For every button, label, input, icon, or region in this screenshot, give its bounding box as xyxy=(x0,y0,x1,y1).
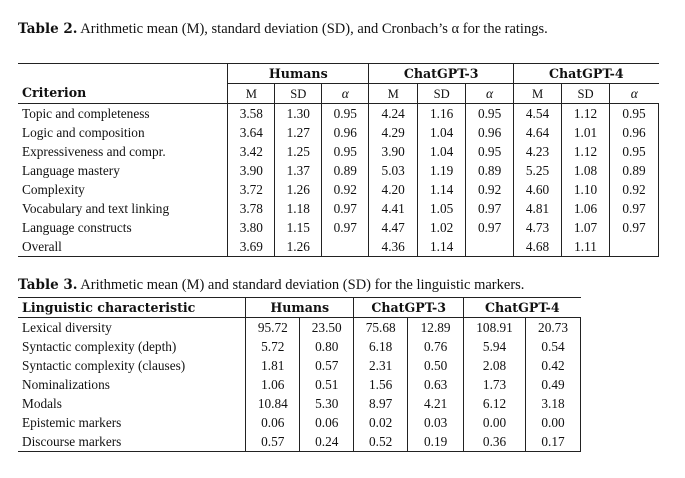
row-label: Lexical diversity xyxy=(22,319,112,335)
table-row xyxy=(18,123,659,142)
table-cell: 0.51 xyxy=(300,375,354,394)
table-cell: 1.30 xyxy=(275,104,322,124)
table-cell: 3.58 xyxy=(228,104,275,124)
table-cell: 0.95 xyxy=(322,104,369,124)
row-label: Nominalizations xyxy=(22,376,110,392)
table-cell: 0.97 xyxy=(322,218,369,237)
table-cell: 4.20 xyxy=(369,180,418,199)
table-cell: 5.94 xyxy=(464,337,526,356)
table2-sub-alpha: α xyxy=(322,84,369,104)
table-cell: 1.07 xyxy=(562,218,610,237)
table-cell: 1.12 xyxy=(562,104,610,124)
table-cell: 1.01 xyxy=(562,123,610,142)
table-cell: 1.04 xyxy=(418,123,466,142)
table-cell: 0.00 xyxy=(464,413,526,432)
table-row xyxy=(18,161,659,180)
row-label: Syntactic complexity (clauses) xyxy=(22,357,186,373)
table-cell: 2.08 xyxy=(464,356,526,375)
table-cell: 1.56 xyxy=(354,375,408,394)
table3-row-header: Linguistic characteristic xyxy=(18,298,246,318)
table-cell: 0.97 xyxy=(609,199,658,218)
table-cell: 1.26 xyxy=(275,237,322,257)
table-cell: 4.54 xyxy=(514,104,562,124)
table-cell: 0.96 xyxy=(466,123,514,142)
table-cell: 0.92 xyxy=(609,180,658,199)
table2-sub-m: M xyxy=(369,84,418,104)
table2-group-chatgpt3: ChatGPT-3 xyxy=(369,64,514,84)
table-cell: 0.42 xyxy=(526,356,581,375)
table-cell: 1.16 xyxy=(418,104,466,124)
table3-caption-label: Table 3. xyxy=(18,277,78,293)
table-cell: 0.95 xyxy=(466,104,514,124)
table-cell: 1.06 xyxy=(562,199,610,218)
table-cell: 3.90 xyxy=(369,142,418,161)
table-cell: 0.92 xyxy=(322,180,369,199)
row-label: Overall xyxy=(18,237,228,257)
table-cell: 1.37 xyxy=(275,161,322,180)
table3-group-humans: Humans xyxy=(246,298,354,318)
table-cell: 4.24 xyxy=(369,104,418,124)
table3-caption-text: Arithmetic mean (M) and standard deviation (SD) for the linguistic markers. xyxy=(77,277,525,293)
table-cell: 0.24 xyxy=(300,432,354,452)
table-cell: 0.54 xyxy=(526,337,581,356)
table-cell: 1.06 xyxy=(246,375,300,394)
table-cell: 0.57 xyxy=(246,432,300,452)
row-label: Complexity xyxy=(22,181,85,197)
table2-caption-text: Arithmetic mean (M), standard deviation (SD), and Cronbach’s α for the ratings. xyxy=(77,21,548,37)
table2-caption-label: Table 2. xyxy=(18,21,78,37)
table-row xyxy=(18,142,659,161)
row-label: Epistemic markers xyxy=(22,414,122,430)
table-cell: 1.08 xyxy=(562,161,610,180)
table2-sub-m: M xyxy=(514,84,562,104)
table-row xyxy=(18,180,659,199)
table-cell: 1.81 xyxy=(246,356,300,375)
table-cell: 2.31 xyxy=(354,356,408,375)
linguistic-markers-table xyxy=(18,297,581,452)
table-cell: 3.69 xyxy=(228,237,275,257)
table-cell: 75.68 xyxy=(354,318,408,338)
table-row xyxy=(18,356,581,375)
ratings-table xyxy=(18,63,659,257)
row-label: Language mastery xyxy=(22,162,120,178)
table-cell: 1.14 xyxy=(418,237,466,257)
table-cell: 4.23 xyxy=(514,142,562,161)
table-cell: 0.96 xyxy=(609,123,658,142)
table2-sub-alpha: α xyxy=(466,84,514,104)
table-cell: 1.26 xyxy=(275,180,322,199)
table-cell: 0.92 xyxy=(466,180,514,199)
table-row xyxy=(18,199,659,218)
table2-subheader-row xyxy=(18,84,659,104)
table-cell xyxy=(466,237,514,257)
table2-sub-sd: SD xyxy=(275,84,322,104)
table-cell: 3.18 xyxy=(526,394,581,413)
table-cell: 95.72 xyxy=(246,318,300,338)
table-row xyxy=(18,413,581,432)
table-row xyxy=(18,375,581,394)
table-cell: 4.60 xyxy=(514,180,562,199)
table-row xyxy=(18,432,581,452)
table-cell: 1.12 xyxy=(562,142,610,161)
table3-group-chatgpt3: ChatGPT-3 xyxy=(354,298,464,318)
table-cell: 0.36 xyxy=(464,432,526,452)
table-cell: 5.72 xyxy=(246,337,300,356)
table-cell: 0.06 xyxy=(300,413,354,432)
table-cell: 4.41 xyxy=(369,199,418,218)
table-cell: 1.04 xyxy=(418,142,466,161)
table-cell: 1.73 xyxy=(464,375,526,394)
table-cell: 0.95 xyxy=(609,142,658,161)
table-cell: 20.73 xyxy=(526,318,581,338)
table-cell: 4.81 xyxy=(514,199,562,218)
table-cell: 23.50 xyxy=(300,318,354,338)
table-cell: 0.97 xyxy=(466,218,514,237)
table-cell: 0.89 xyxy=(609,161,658,180)
table-cell: 1.14 xyxy=(418,180,466,199)
table-cell: 0.02 xyxy=(354,413,408,432)
table2-row-header: Criterion xyxy=(18,84,228,104)
table-row xyxy=(18,394,581,413)
table-cell: 1.25 xyxy=(275,142,322,161)
table-cell: 6.18 xyxy=(354,337,408,356)
table-cell: 5.03 xyxy=(369,161,418,180)
table-cell: 0.89 xyxy=(466,161,514,180)
table-cell: 12.89 xyxy=(408,318,464,338)
table-cell: 4.21 xyxy=(408,394,464,413)
table-cell: 4.64 xyxy=(514,123,562,142)
row-label: Topic and completeness xyxy=(22,105,150,121)
table2-group-humans: Humans xyxy=(228,64,369,84)
table-cell: 0.97 xyxy=(322,199,369,218)
table3-group-chatgpt4: ChatGPT-4 xyxy=(464,298,581,318)
table-row xyxy=(18,237,659,257)
table-cell: 0.89 xyxy=(322,161,369,180)
table-row xyxy=(18,218,659,237)
table-cell: 1.11 xyxy=(562,237,610,257)
table-cell: 0.95 xyxy=(322,142,369,161)
table2-body xyxy=(18,104,659,257)
table-cell: 3.90 xyxy=(228,161,275,180)
table-cell: 0.63 xyxy=(408,375,464,394)
table-cell: 0.06 xyxy=(246,413,300,432)
table-cell: 6.12 xyxy=(464,394,526,413)
table-row xyxy=(18,318,581,338)
table-cell: 0.95 xyxy=(609,104,658,124)
table2-group-header-row xyxy=(18,64,659,84)
table-cell: 0.19 xyxy=(408,432,464,452)
row-label: Modals xyxy=(22,395,62,411)
table-row xyxy=(18,104,659,124)
table-cell: 1.18 xyxy=(275,199,322,218)
table-cell: 4.29 xyxy=(369,123,418,142)
table-cell: 0.17 xyxy=(526,432,581,452)
table-cell: 8.97 xyxy=(354,394,408,413)
table-cell: 0.52 xyxy=(354,432,408,452)
table-cell: 0.49 xyxy=(526,375,581,394)
table-cell: 0.00 xyxy=(526,413,581,432)
table2-sub-m: M xyxy=(228,84,275,104)
row-label: Logic and composition xyxy=(22,124,145,140)
row-label: Language constructs xyxy=(22,219,132,235)
table2-sub-alpha: α xyxy=(609,84,658,104)
table-row xyxy=(18,337,581,356)
table3-caption xyxy=(18,276,668,295)
table-cell: 4.68 xyxy=(514,237,562,257)
table-cell: 4.47 xyxy=(369,218,418,237)
table-cell xyxy=(322,237,369,257)
table2-sub-sd: SD xyxy=(562,84,610,104)
table-cell xyxy=(609,237,658,257)
table2-group-chatgpt4: ChatGPT-4 xyxy=(514,64,659,84)
table-cell: 0.97 xyxy=(609,218,658,237)
table-cell: 3.78 xyxy=(228,199,275,218)
table-cell: 1.05 xyxy=(418,199,466,218)
table-cell: 3.80 xyxy=(228,218,275,237)
table-cell: 1.02 xyxy=(418,218,466,237)
row-label: Expressiveness and compr. xyxy=(22,143,166,159)
table2-sub-sd: SD xyxy=(418,84,466,104)
table-cell: 1.15 xyxy=(275,218,322,237)
table-cell: 0.76 xyxy=(408,337,464,356)
row-label: Syntactic complexity (depth) xyxy=(22,338,177,354)
table-cell: 0.80 xyxy=(300,337,354,356)
row-label: Vocabulary and text linking xyxy=(22,200,170,216)
table2-caption xyxy=(18,20,658,39)
table-cell: 4.73 xyxy=(514,218,562,237)
table-cell: 4.36 xyxy=(369,237,418,257)
table-cell: 10.84 xyxy=(246,394,300,413)
table3-header-row xyxy=(18,298,581,318)
table-cell: 0.50 xyxy=(408,356,464,375)
table-cell: 1.19 xyxy=(418,161,466,180)
table-cell: 0.57 xyxy=(300,356,354,375)
row-label: Discourse markers xyxy=(18,432,246,452)
table-cell: 3.72 xyxy=(228,180,275,199)
table-cell: 5.30 xyxy=(300,394,354,413)
table-cell: 3.64 xyxy=(228,123,275,142)
table-cell: 0.96 xyxy=(322,123,369,142)
table-cell: 0.03 xyxy=(408,413,464,432)
table-cell: 108.91 xyxy=(464,318,526,338)
table-cell: 1.27 xyxy=(275,123,322,142)
table-cell: 5.25 xyxy=(514,161,562,180)
table-cell: 0.97 xyxy=(466,199,514,218)
table3-body xyxy=(18,318,581,452)
table-cell: 0.95 xyxy=(466,142,514,161)
table-cell: 1.10 xyxy=(562,180,610,199)
table-cell: 3.42 xyxy=(228,142,275,161)
